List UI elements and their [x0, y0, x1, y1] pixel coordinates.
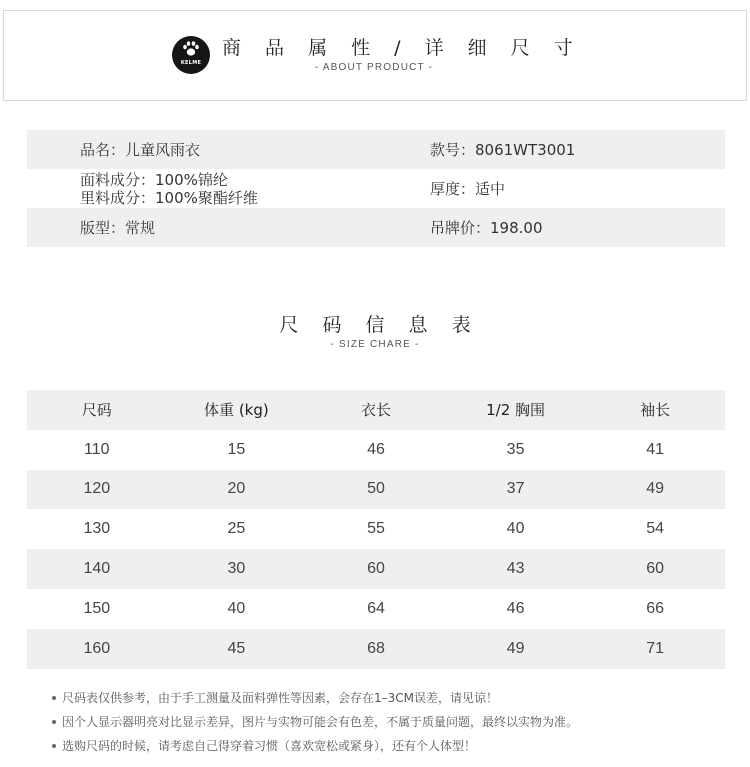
table-cell: 43 [506, 560, 525, 578]
note-text: 选购尺码的时候，请考虑自己得穿着习惯（喜欢宽松或紧身），还有个人体型！ [62, 739, 477, 753]
size-chart-subtitle: - SIZE CHARE - [330, 339, 420, 350]
attribute-row [27, 130, 725, 169]
attribute-text: 吊牌价：198.00 [430, 218, 543, 237]
table-row [27, 589, 725, 629]
brand-logo-text: KELME [180, 60, 202, 66]
attribute-text: 厚度：适中 [430, 179, 506, 198]
attribute-text: 款号：8061WT3001 [430, 140, 576, 159]
size-notes [52, 690, 742, 762]
table-cell: 40 [227, 599, 246, 617]
table-cell: 20 [227, 480, 246, 498]
bullet-icon [52, 744, 56, 748]
column-header: 1/2 胸围 [486, 401, 546, 420]
table-cell: 50 [367, 480, 385, 498]
table-cell: 66 [646, 599, 665, 617]
table-row [27, 509, 725, 549]
note-text: 因个人显示器明亮对比显示差异，图片与实物可能会有色差，不属于质量问题，最终以实物为准。 [62, 715, 579, 729]
product-attributes [27, 130, 725, 247]
table-cell: 35 [506, 440, 525, 458]
table-cell: 55 [367, 520, 385, 538]
note-item [52, 690, 742, 714]
table-header-row [27, 390, 725, 430]
column-header: 尺码 [81, 401, 112, 420]
table-cell: 46 [506, 599, 525, 617]
table-cell: 54 [646, 520, 665, 538]
column-header: 衣长 [360, 401, 391, 420]
attribute-text: 版型：常规 [80, 218, 156, 237]
column-header: 体重 (kg) [204, 401, 269, 420]
table-cell: 37 [506, 480, 525, 498]
table-cell: 49 [646, 480, 665, 498]
table-cell: 130 [83, 520, 111, 538]
table-cell: 49 [506, 639, 525, 657]
bullet-icon [52, 720, 56, 724]
column-header: 袖长 [640, 401, 671, 420]
table-row [27, 470, 725, 510]
table-cell: 150 [83, 599, 111, 617]
table-cell: 68 [367, 639, 385, 657]
attribute-right [430, 208, 543, 247]
attribute-left [80, 169, 258, 208]
attribute-right [430, 130, 575, 169]
size-chart-title: 尺 码 信 息 表 [279, 314, 480, 336]
table-row [27, 549, 725, 589]
attribute-row [27, 169, 725, 208]
attribute-text: 面料成分：100%锦纶 [80, 170, 228, 189]
table-cell: 64 [367, 599, 385, 617]
attribute-text: 里料成分：100%聚酯纤维 [80, 188, 258, 207]
table-row [27, 430, 725, 470]
attribute-left [80, 130, 200, 169]
page-title: 商 品 属 性 / 详 细 尺 寸 [222, 37, 582, 59]
page-subtitle: - ABOUT PRODUCT - [314, 62, 434, 73]
table-cell: 140 [83, 560, 111, 578]
attribute-text: 品名：儿童风雨衣 [80, 140, 201, 159]
table-row [27, 629, 725, 669]
table-cell: 120 [83, 480, 111, 498]
table-cell: 71 [646, 639, 665, 657]
table-cell: 60 [646, 560, 665, 578]
size-table [27, 390, 725, 669]
note-item [52, 738, 742, 762]
table-cell: 40 [506, 520, 525, 538]
table-cell: 160 [83, 639, 111, 657]
note-item [52, 714, 742, 738]
note-text: 尺码表仅供参考，由于手工测量及面料弹性等因素，会存在1–3CM误差，请见谅！ [62, 691, 499, 705]
bullet-icon [52, 696, 56, 700]
table-cell: 30 [227, 560, 246, 578]
table-cell: 41 [646, 440, 665, 458]
attribute-row [27, 208, 725, 247]
brand-logo [172, 36, 210, 74]
table-cell: 45 [227, 639, 246, 657]
table-cell: 110 [84, 440, 110, 458]
table-cell: 46 [367, 440, 385, 458]
table-cell: 15 [227, 440, 246, 458]
attribute-left [80, 208, 155, 247]
paw-icon [172, 41, 210, 61]
table-cell: 60 [367, 560, 385, 578]
attribute-right [430, 169, 505, 208]
table-cell: 25 [227, 520, 246, 538]
